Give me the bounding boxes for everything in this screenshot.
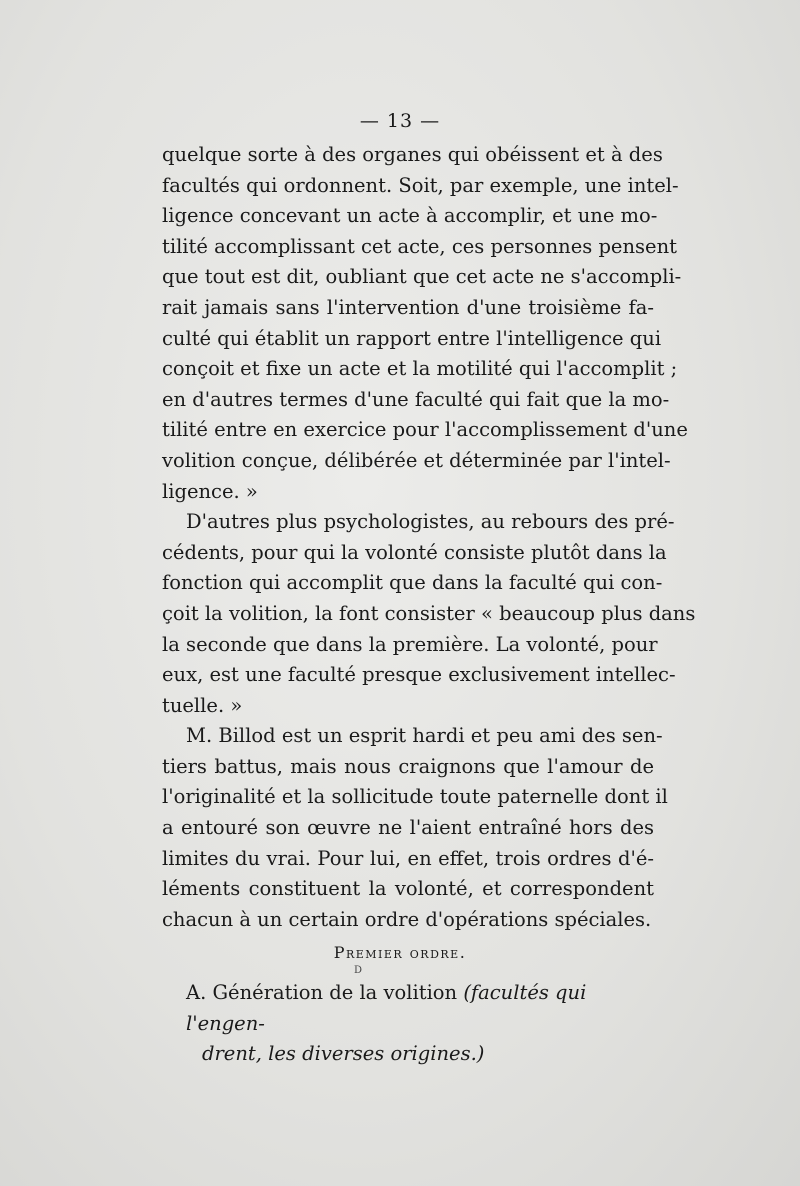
text-line: culté qui établit un rapport entre l'intelligence qui [162,326,662,350]
text-line: tilité accomplissant cet acte, ces personnes pensent [162,234,677,258]
text-line: M. Billod est un esprit hardi et peu ami des sen- [186,724,663,748]
text-line: la seconde que dans la première. La volonté, pour [162,632,658,656]
text-line: fonction qui accomplit que dans la faculté qui con- [162,571,663,595]
text-line: cédents, pour qui la volonté consiste plutôt dans la [162,540,667,564]
text-line: rait jamais sans l'intervention d'une troisième fa- [162,295,654,319]
text-line: facultés qui ordonnent. Soit, par exemple, une intel- [162,173,679,197]
body-text [162,140,696,935]
text-line: eux, est une faculté presque exclusivement intellec- [162,663,676,687]
text-line: chacun à un certain ordre d'opérations spéciales. [162,907,652,931]
section-heading-text: Premier ordre. [333,943,467,962]
text-line: conçoit et fixe un acte et la motilité qui l'accomplit ; [162,357,678,381]
text-line: D'autres plus psychologistes, au rebours des pré- [186,510,675,534]
text-line: en d'autres termes d'une faculté qui fait que la mo- [162,387,670,411]
text-line: limites du vrai. Pour lui, en effet, trois ordres d'é- [162,846,654,870]
heading-mark: d [354,961,364,977]
section-heading [0,943,800,977]
text-line: volition conçue, délibérée et déterminée par l'intel- [162,448,671,472]
text-line: ligence concevant un acte à accomplir, et une mo- [162,204,658,228]
text-line: quelque sorte à des organes qui obéissent et à des [162,143,663,166]
text-line: tiers battus, mais nous craignons que l'amour de [162,754,654,778]
item-continuation: drent, les diverses origines.) [202,1042,485,1066]
text-line: que tout est dit, oubliant que cet acte ne s'accompli- [162,265,682,289]
text-line: léments constituent la volonté, et correspondent [162,877,654,901]
paragraph-1 [162,140,688,507]
paragraph-3 [162,721,668,935]
list-item [186,978,656,1070]
paragraph-2 [162,507,696,721]
text-line: tilité entre en exercice pour l'accomplissement d'une [162,418,688,442]
page-number: — 13 — [359,110,441,132]
text-line: l'originalité et la sollicitude toute paternelle dont il [162,785,668,809]
text-line: çoit la volition, la font consister « beaucoup plus dans [162,601,696,625]
item-italic-text: (facultés qui l'engen- [186,981,587,1035]
text-line: a entouré son œuvre ne l'aient entraîné hors des [162,816,654,840]
item-letter: A. [186,981,207,1004]
text-line: tuelle. » [162,693,243,717]
item-text: Génération de la volition [212,981,458,1004]
text-line: ligence. » [162,479,258,503]
